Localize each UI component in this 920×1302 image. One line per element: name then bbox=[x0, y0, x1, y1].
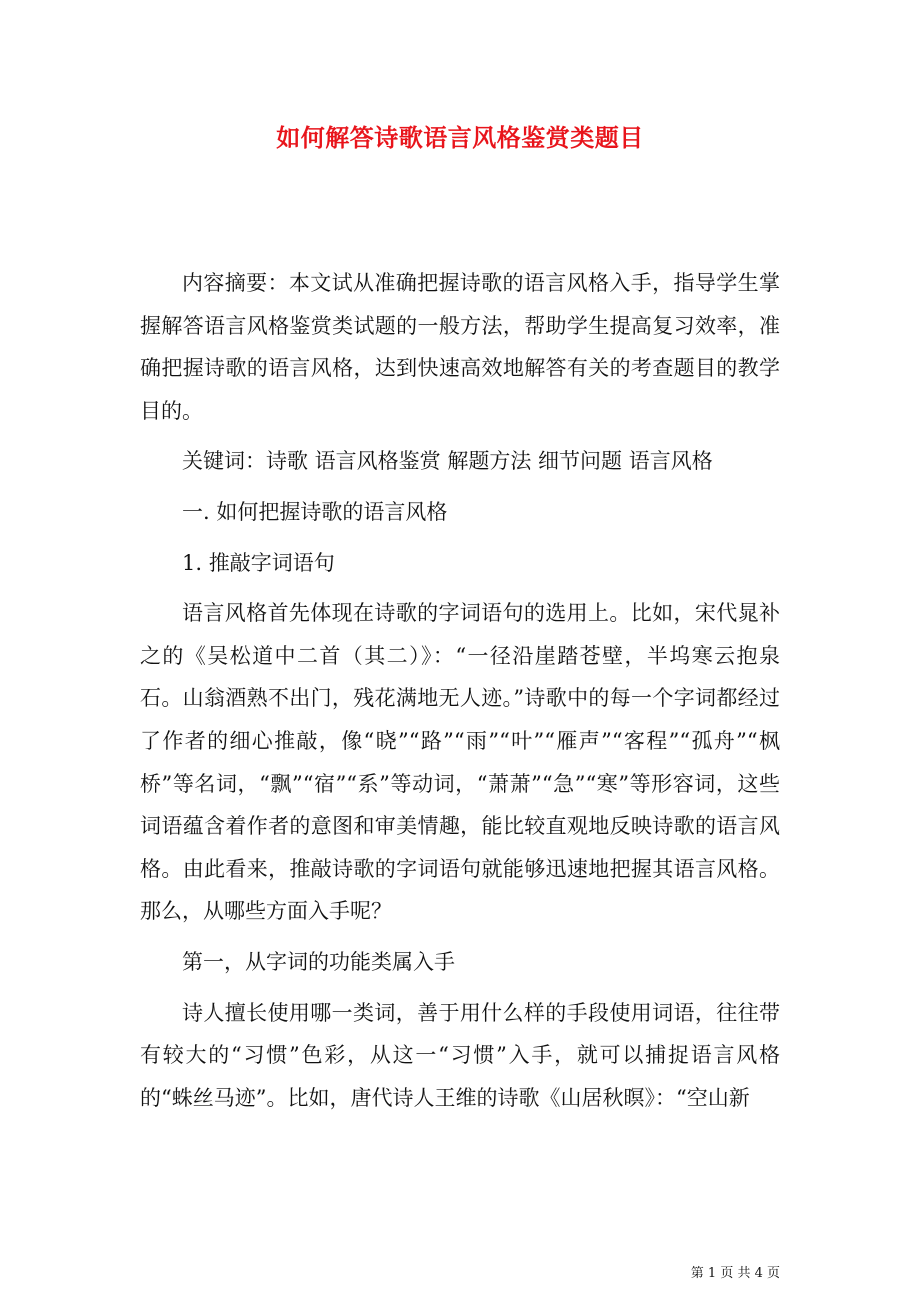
subsection-heading: 1. 推敲字词语句 bbox=[182, 550, 335, 575]
body-paragraph: 诗人擅长使用哪一类词，善于用什么样的手段使用词语，往往带有较大的“习惯”色彩，从这一“习惯”入手，就可以捕捉语言风格的“蛛丝马迹”。比如，唐代诗人王维的诗歌《山居秋暝》：“空山新 bbox=[140, 1000, 780, 1110]
section-heading: 一. 如何把握诗歌的语言风格 bbox=[182, 499, 448, 524]
document-title: 如何解答诗歌语言风格鉴赏类题目 bbox=[276, 123, 644, 152]
point-heading: 第一，从字词的功能类属入手 bbox=[182, 949, 455, 974]
page-number: 第 1 页 共 4 页 bbox=[690, 1266, 780, 1281]
document-body bbox=[140, 262, 780, 1127]
keywords-paragraph: 关键词：诗歌 语言风格鉴赏 解题方法 细节问题 语言风格 bbox=[182, 449, 713, 474]
body-paragraph: 语言风格首先体现在诗歌的字词语句的选用上。比如，宋代晁补之的《吴松道中二首（其二）》：“一径沿崖踏苍壁，半坞寒云抱泉石。山翁酒熟不出门，残花满地无人迹。”诗歌中的每一个字词都经过了作者的细心推敲，像“晓”“路”“雨”“叶”“雁声”“客程”“孤舟”“枫桥”等名词，“飘”“宿”“系”等动词，“萧萧”“急”“寒”等形容词，这些词语蕴含着作者的意图和审美情趣，能比较直观地反映诗歌的语言风格。由此看来，推敲诗歌的字词语句就能够迅速地把握其语言风格。那么，从哪些方面入手呢？ bbox=[140, 601, 780, 924]
abstract-paragraph: 内容摘要：本文试从准确把握诗歌的语言风格入手，指导学生掌握解答语言风格鉴赏类试题的一般方法，帮助学生提高复习效率，准确把握诗歌的语言风格，达到快速高效地解答有关的考查题目的教学目的。 bbox=[140, 271, 780, 423]
